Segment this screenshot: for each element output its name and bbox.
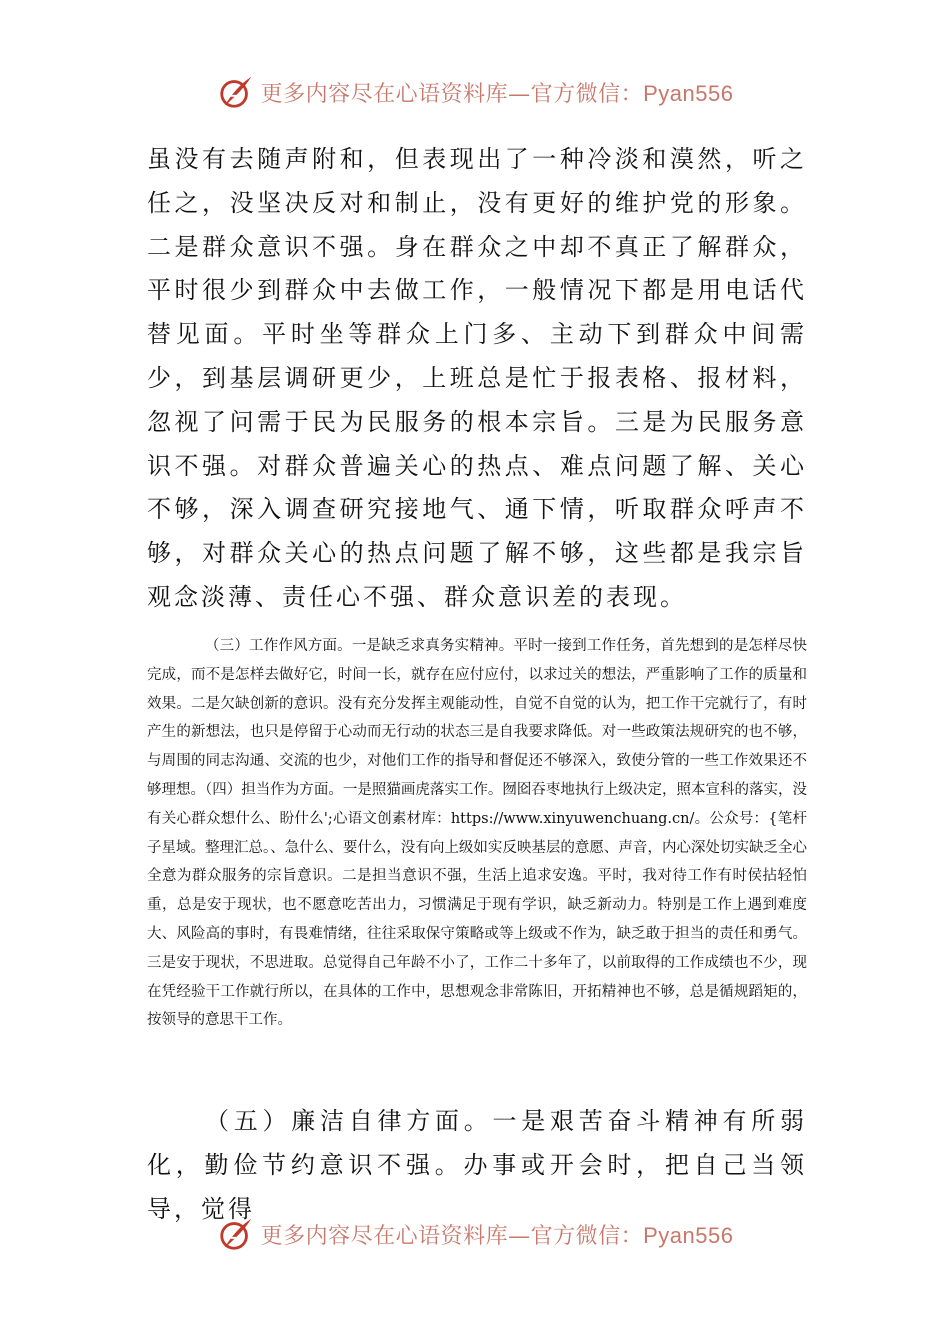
header-watermark [0, 68, 950, 116]
body-paragraph-3: （五）廉洁自律方面。一是艰苦奋斗精神有所弱化，勤俭节约意识不强。办事或开会时，把自己当领导，觉得 [147, 1107, 807, 1223]
quill-logo-icon [217, 1215, 255, 1253]
quill-logo-icon [217, 73, 255, 111]
body-paragraph-2: （三）工作作风方面。一是缺乏求真务实精神。平时一接到工作任务，首先想到的是怎样尽快完成，而不是怎样去做好它，时间一长，就存在应付应付，以求过关的想法，严重影响了工作的质量和效果。二是欠缺创新的意识。没有充分发挥主观能动性，自觉不自觉的认为，把工作干完就行了，有时产生的新想法，也只是停留于心动而无行动的状态三是自我要求降低。对一些政策法规研究的也不够，与周围的同志沟通、交流的也少，对他们工作的指导和督促还不够深入，致使分管的一些工作效果还不够理想。（四）担当作为方面。一是照猫画虎落实工作。囫囵吞枣地执行上级决定，照本宣科的落实，没有关心群众想什么、盼什么';心语文创素材库：https://www.xinyuwenchuang.cn/。公众号：{笔杆子星域。整理汇总。、急什么、要什么，没有向上级如实反映基层的意愿、声音，内心深处切实缺乏全心全意为群众服务的宗旨意识。二是担当意识不强，生活上追求安逸。平时，我对待工作有时侯拈轻怕重，总是安于现状，也不愿意吃苦出力，习惯满足于现有学识，缺乏新动力。特别是工作上遇到难度大、风险高的事时，有畏难情绪，往往采取保守策略或等上级或不作为，缺乏敢于担当的责任和勇气。三是安于现状，不思进取。总觉得自己年龄不小了，工作二十多年了，以前取得的工作成绩也不少，现在凭经验干工作就行所以，在具体的工作中，思想观念非常陈旧，开拓精神也不够，总是循规蹈矩的，按领导的意思干工作。 [147, 638, 807, 1029]
footer-watermark [0, 1210, 950, 1258]
watermark-text: 更多内容尽在心语资料库—官方微信：Pyan556 [260, 1222, 734, 1249]
body-paragraph-1: 虽没有去随声附和，但表现出了一种冷淡和漠然，听之任之，没坚决反对和制止，没有更好的维护党的形象。二是群众意识不强。身在群众之中却不真正了解群众，平时很少到群众中去做工作，一般情况下都是用电话代替见面。平时坐等群众上门多、主动下到群众中间需少，到基层调研更少，上班总是忙于报表格、报材料，忽视了问需于民为民服务的根本宗旨。三是为民服务意识不强。对群众普遍关心的热点、难点问题了解、关心不够，深入调查研究接地气、通下情，听取群众呼声不够，对群众关心的热点问题了解不够，这些都是我宗旨观念淡薄、责任心不强、群众意识差的表现。 [147, 145, 807, 611]
watermark-text: 更多内容尽在心语资料库—官方微信：Pyan556 [260, 80, 734, 107]
